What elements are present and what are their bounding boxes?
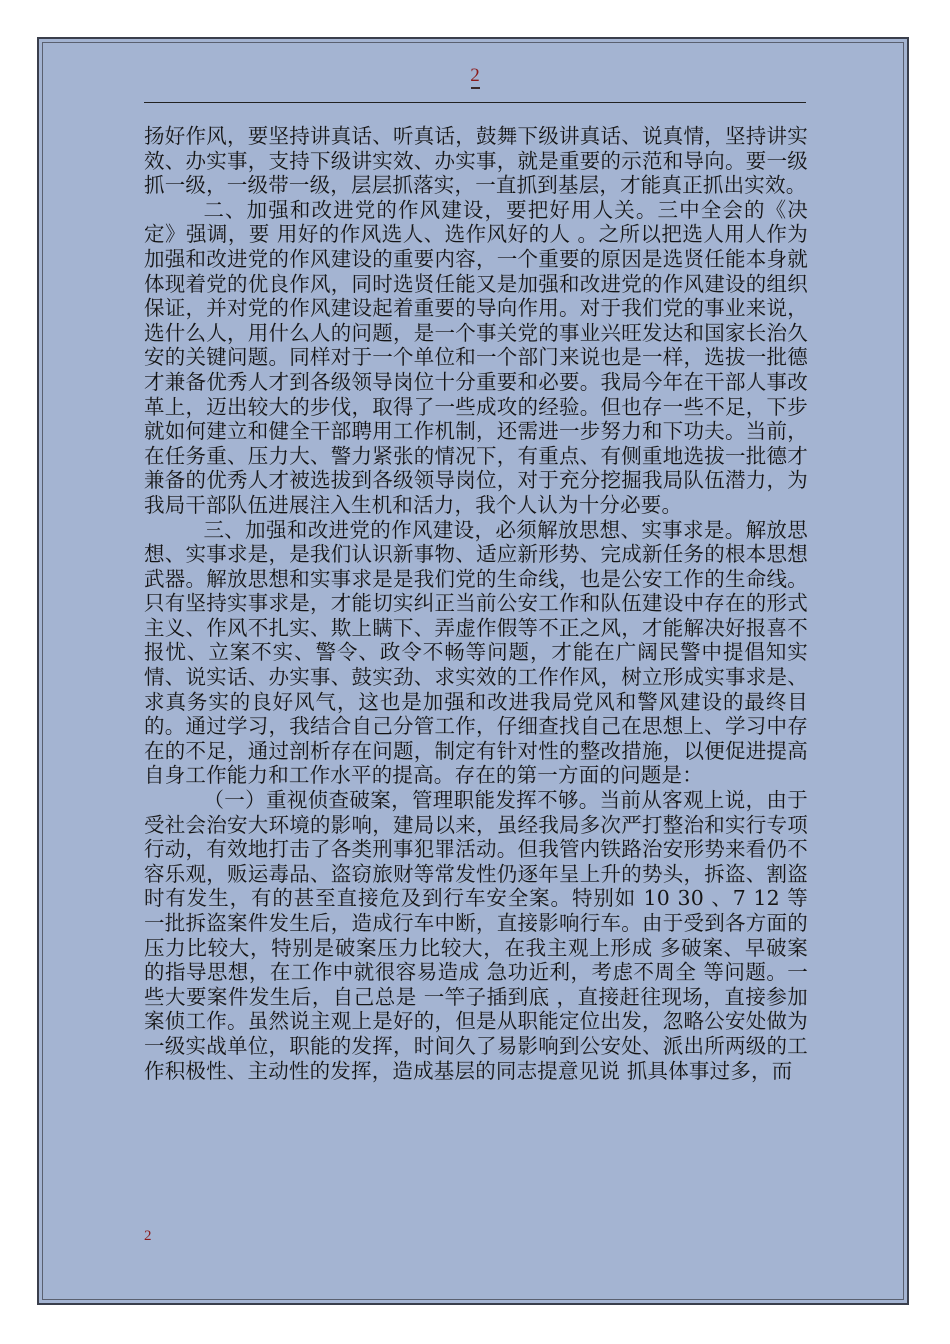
document-body — [144, 124, 808, 1083]
header-underline-mark — [471, 87, 480, 89]
header-page-number — [0, 66, 950, 89]
paragraph-continuation: 扬好作风，要坚持讲真话、听真话，鼓舞下级讲真话、说真情，坚持讲实效、办实事，支持下级讲实效、办实事，就是重要的示范和导向。要一级抓一级，一级带一级，层层抓落实，一直抓到基层，才能真正抓出实效。 — [144, 124, 808, 198]
header-page-number-text: 2 — [470, 65, 480, 86]
footer-page-number: 2 — [144, 1228, 152, 1244]
paragraph-section-three: 三、加强和改进党的作风建设，必须解放思想、实事求是。解放思想、实事求是，是我们认识新事物、适应新形势、完成新任务的根本思想武器。解放思想和实事求是是我们党的生命线，也是公安工作的生命线。只有坚持实事求是，才能切实纠正当前公安工作和队伍建设中存在的形式主义、作风不扎实、欺上瞒下、弄虚作假等不正之风，才能解决好报喜不报忧、立案不实、警令、政令不畅等问题，才能在广阔民警中提倡知实情、说实话、办实事、鼓实劲、求实效的工作作风，树立形成实事求是、求真务实的良好风气，这也是加强和改进我局党风和警风建设的最终目的。通过学习，我结合自己分管工作，仔细查找自己在思想上、学习中存在的不足，通过剖析存在问题，制定有针对性的整改措施，以便促进提高自身工作能力和工作水平的提高。存在的第一方面的问题是： — [144, 517, 808, 788]
header-divider — [144, 102, 806, 103]
paragraph-section-two: 二、加强和改进党的作风建设，要把好用人关。三中全会的《决定》强调，要 用好的作风选人、选作风好的人 。之所以把选人用人作为加强和改进党的作风建设的重要内容，一个重要的原因是选贤任能本身就体现着党的优良作风，同时选贤任能又是加强和改进党的作风建设的组织保证，并对党的作风建设起着重要的导向作用。对于我们党的事业来说，选什么人，用什么人的问题，是一个事关党的事业兴旺发达和国家长治久安的关键问题。同样对于一个单位和一个部门来说也是一样，选拔一批德才兼备优秀人才到各级领导岗位十分重要和必要。我局今年在干部人事改革上，迈出较大的步伐，取得了一些成攻的经验。但也存一些不足，下步就如何建立和健全干部聘用工作机制，还需进一步努力和下功夫。当前，在任务重、压力大、警力紧张的情况下，有重点、有侧重地选拔一批德才兼备的优秀人才被选拔到各级领导岗位，对于充分挖掘我局队伍潜力，为我局干部队伍进展注入生机和活力，我个人认为十分必要。 — [144, 197, 808, 517]
paragraph-issue-one: （一）重视侦查破案，管理职能发挥不够。当前从客观上说，由于受社会治安大环境的影响，建局以来，虽经我局多次严打整治和实行专项行动，有效地打击了各类刑事犯罪活动。但我管内铁路治安形势来看仍不容乐观，贩运毒品、盗窃旅财等常发性仍逐年呈上升的势头，拆盗、割盗时有发生，有的甚至直接危及到行车安全案。特别如 10 30 、7 12 等一批拆盗案件发生后，造成行车中断，直接影响行车。由于受到各方面的压力比较大，特别是破案压力比较大，在我主观上形成 多破案、早破案 的指导思想，在工作中就很容易造成 急功近利，考虑不周全 等问题。一些大要案件发生后，自己总是 一竿子插到底 ，直接赶往现场，直接参加案侦工作。虽然说主观上是好的，但是从职能定位出发，忽略公安处做为一级实战单位，职能的发挥，时间久了易影响到公安处、派出所两级的工作积极性、主动性的发挥，造成基层的同志提意见说 抓具体事过多，而 — [144, 788, 808, 1083]
